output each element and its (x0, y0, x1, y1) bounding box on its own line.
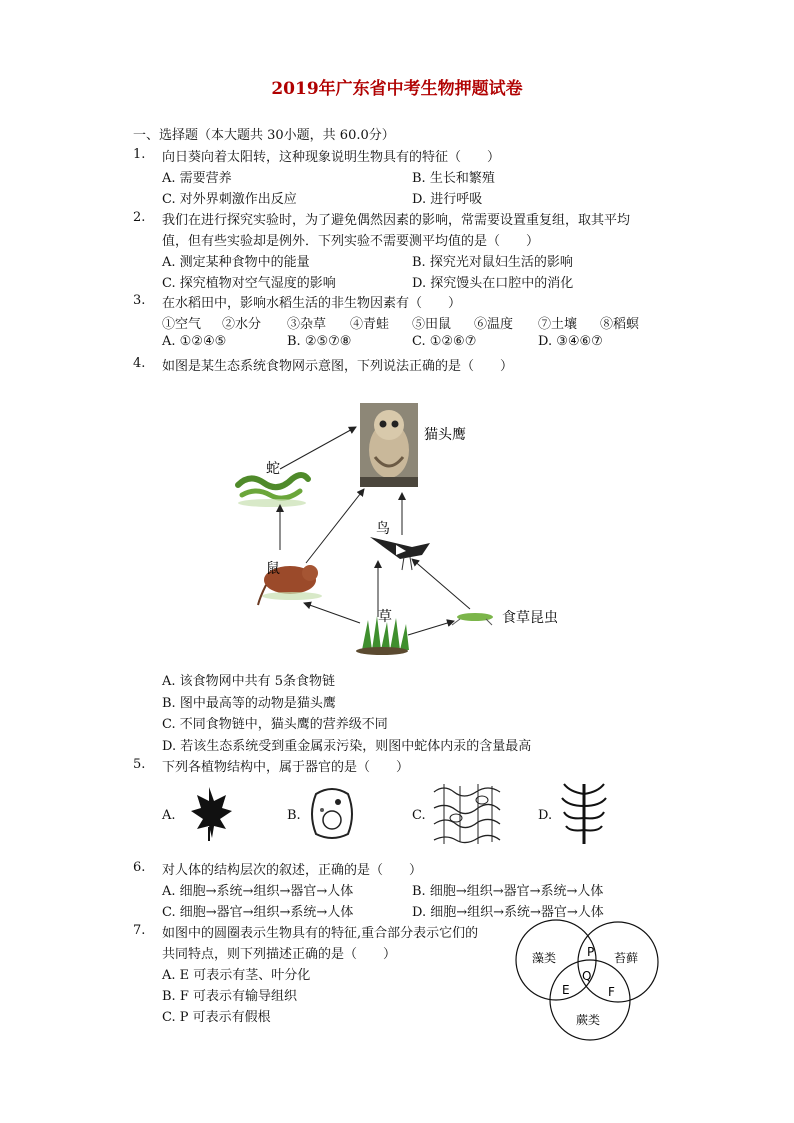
option-c: C. (412, 808, 426, 823)
option-d: D. 探究馒头在口腔中的消化 (412, 276, 574, 291)
question-stem: 如图中的圆圈表示生物具有的特征,重合部分表示它们的 (162, 926, 479, 941)
section-heading: 一、选择题（本大题共 30小题，共 60.0分） (133, 128, 395, 143)
question-number: 4. (133, 356, 146, 371)
plant-cell-icon (308, 786, 356, 842)
label-owl: 猫头鹰 (424, 427, 466, 443)
question-number: 3. (133, 293, 146, 308)
factor-item: ①空气 (162, 317, 202, 332)
question-stem: 如图是某生态系统食物网示意图，下列说法正确的是（ ） (162, 359, 514, 374)
venn-label-fern: 蕨类 (576, 1013, 601, 1027)
arrow-snake-owl (280, 427, 356, 469)
corn-plant-icon (560, 780, 610, 846)
arrow-grass-insect (408, 621, 454, 635)
option-c: C. P 可表示有假根 (162, 1010, 271, 1025)
option-b: B. 探究光对鼠妇生活的影响 (412, 255, 573, 270)
question-stem-cont: 值，但有些实验却是例外．下列实验不需要测平均值的是（ ） (162, 234, 540, 249)
option-a: A. ①②④⑤ (162, 334, 227, 349)
question-stem: 向日葵向着太阳转，这种现象说明生物具有的特征（ ） (162, 150, 501, 165)
option-b: B. 细胞→组织→器官→系统→人体 (412, 884, 604, 899)
question-stem: 下列各植物结构中，属于器官的是（ ） (162, 760, 410, 775)
bird-image (370, 537, 430, 570)
arrow-mouse-owl (306, 489, 364, 563)
snake-image (238, 475, 308, 507)
option-a: A. (162, 808, 176, 823)
option-c: C. ①②⑥⑦ (412, 334, 477, 349)
option-a: A. E 可表示有茎、叶分化 (162, 968, 311, 983)
factor-item: ⑧稻螟 (600, 317, 640, 332)
option-b: B. F 可表示有输导组织 (162, 989, 297, 1004)
question-stem: 对人体的结构层次的叙述，正确的是（ ） (162, 863, 423, 878)
venn-e: E (562, 983, 570, 997)
option-d: D. ③④⑥⑦ (538, 334, 603, 349)
food-web-diagram (220, 395, 600, 665)
option-c: C. 不同食物链中，猫头鹰的营养级不同 (162, 717, 388, 732)
option-c: C. 细胞→器官→组织→系统→人体 (162, 905, 354, 920)
page-title: 2019年广东省中考生物押题试卷 (271, 79, 523, 99)
option-d: D. 细胞→组织→系统→器官→人体 (412, 905, 604, 920)
label-mouse: 鼠 (266, 561, 280, 577)
factor-item: ④青蛙 (350, 317, 390, 332)
question-stem: 在水稻田中，影响水稻生活的非生物因素有（ ） (162, 296, 462, 311)
option-d: D. (538, 808, 553, 823)
question-number: 1. (133, 147, 146, 162)
option-a: A. 测定某种食物中的能量 (162, 255, 310, 270)
question-number: 6. (133, 860, 146, 875)
option-c: C. 探究植物对空气湿度的影响 (162, 276, 336, 291)
label-insect: 食草昆虫 (502, 610, 558, 626)
label-grass: 草 (378, 609, 392, 625)
question-stem-cont: 共同特点，则下列描述正确的是（ ） (162, 947, 397, 962)
option-a: A. 该食物网中共有 5条食物链 (162, 674, 336, 689)
insect-image (452, 613, 493, 625)
option-d: D. 若该生态系统受到重金属汞污染，则图中蛇体内汞的含量最高 (162, 739, 532, 754)
venn-label-moss: 苔藓 (614, 951, 639, 965)
option-b: B. ②⑤⑦⑧ (287, 334, 352, 349)
arrow-insect-bird (412, 559, 470, 609)
question-number: 5. (133, 757, 146, 772)
factor-item: ③杂草 (287, 317, 327, 332)
option-a: A. 需要营养 (162, 171, 232, 186)
question-stem: 我们在进行探究实验时，为了避免偶然因素的影响，常需要设置重复组，取其平均 (162, 213, 631, 228)
factor-item: ⑥温度 (474, 317, 514, 332)
epidermis-tissue-icon (432, 782, 502, 846)
venn-p: P (587, 945, 595, 959)
question-number: 2. (133, 210, 146, 225)
factor-item: ②水分 (222, 317, 262, 332)
leaf-icon (185, 785, 233, 843)
option-c: C. 对外界刺激作出反应 (162, 192, 297, 207)
venn-diagram (510, 918, 670, 1046)
option-b: B. 图中最高等的动物是猫头鹰 (162, 696, 336, 711)
owl-image (360, 403, 418, 487)
label-bird: 鸟 (376, 521, 390, 537)
arrow-grass-mouse (304, 603, 360, 623)
venn-label-algae: 藻类 (532, 951, 557, 965)
venn-f: F (608, 985, 615, 999)
option-b: B. (287, 808, 301, 823)
factor-item: ⑦土壤 (538, 317, 578, 332)
option-d: D. 进行呼吸 (412, 192, 483, 207)
option-b: B. 生长和繁殖 (412, 171, 495, 186)
label-snake: 蛇 (266, 461, 280, 477)
option-a: A. 细胞→系统→组织→器官→人体 (162, 884, 354, 899)
venn-q: Q (582, 969, 592, 983)
question-number: 7. (133, 923, 146, 938)
factor-item: ⑤田鼠 (412, 317, 452, 332)
